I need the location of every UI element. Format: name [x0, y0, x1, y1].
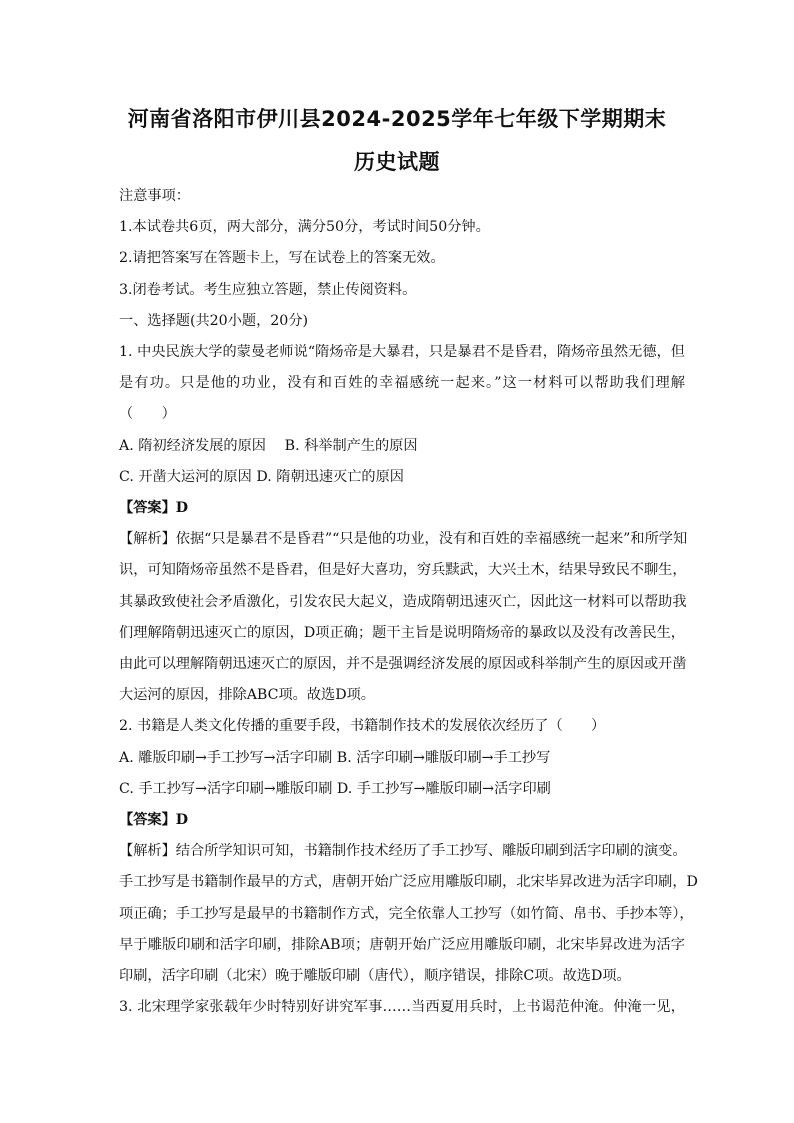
- question-1-analysis-line: 【解析】依据“只是暴君不是昏君”“只是他的功业，没有和百姓的幸福感统一起来”和所学知: [119, 531, 688, 547]
- question-2-analysis-line: 项正确；手工抄写是最早的书籍制作方式，完全依靠人工抄写（如竹简、帛书、手抄本等），: [119, 906, 694, 922]
- exam-subtitle: 历史试题: [354, 150, 440, 174]
- exam-title: 河南省洛阳市伊川县2024-2025学年七年级下学期期末: [127, 107, 667, 131]
- question-1-stem-line: 1. 中央民族大学的蒙曼老师说“隋炀帝是大暴君，只是暴君不是昏君，隋炀帝虽然无德，但: [119, 344, 685, 360]
- question-1-options: C. 开凿大运河的原因 D. 隋朝迅速灭亡的原因: [119, 469, 404, 485]
- note-item-1: 1.本试卷共6页，两大部分，满分50分，考试时间50分钟。: [119, 219, 490, 235]
- question-2-options: A. 雕版印刷→手工抄写→活字印刷 B. 活字印刷→雕版印刷→手工抄写: [119, 750, 551, 766]
- question-2-options: C. 手工抄写→活字印刷→雕版印刷 D. 手工抄写→雕版印刷→活字印刷: [119, 781, 551, 797]
- question-2-analysis-line: 手工抄写是书籍制作最早的方式，唐朝开始广泛应用雕版印刷，北宋毕昇改进为活字印刷，D: [119, 874, 698, 890]
- question-1-blank: （ ）: [119, 406, 176, 422]
- notes-heading: 注意事项：: [119, 188, 190, 204]
- question-1-analysis-line: 由此可以理解隋朝迅速灭亡的原因，并不是强调经济发展的原因或科举制产生的原因或开凿: [119, 656, 687, 672]
- question-2-analysis-line: 早于雕版印刷和活字印刷，排除AB项；唐朝开始广泛应用雕版印刷，北宋毕昇改进为活字: [119, 937, 685, 953]
- question-1-analysis-line: 识，可知隋炀帝虽然不是昏君，但是好大喜功，穷兵黩武，大兴土木，结果导致民不聊生，: [119, 562, 687, 578]
- section-heading: 一、选择题(共20小题，20分): [119, 313, 309, 329]
- question-1-analysis-line: 大运河的原因，排除ABC项。故选D项。: [119, 687, 375, 703]
- question-1-analysis-line: 们理解隋朝迅速灭亡的原因，D项正确；题干主旨是说明隋炀帝的暴政以及没有改善民生，: [119, 625, 685, 641]
- question-2-stem: 2. 书籍是人类文化传播的重要手段，书籍制作技术的发展依次经历了（ ）: [119, 718, 606, 734]
- note-item-2: 2.请把答案写在答题卡上，写在试卷上的答案无效。: [119, 250, 445, 266]
- question-1-stem-line: 是有功。只是他的功业，没有和百姓的幸福感统一起来。”这一材料可以帮助我们理解: [119, 375, 685, 391]
- note-item-3: 3.闭卷考试。考生应独立答题，禁止传阅资料。: [119, 282, 417, 298]
- question-1-answer: 【答案】D: [119, 500, 189, 516]
- question-3-stem: 3. 北宋理学家张载年少时特别好讲究军事……当西夏用兵时，上书谒范仲淹。仲淹一见，: [119, 999, 685, 1015]
- question-2-analysis-line: 【解析】结合所学知识可知，书籍制作技术经历了手工抄写、雕版印刷到活字印刷的演变。: [119, 843, 687, 859]
- question-1-analysis-line: 其暴政致使社会矛盾激化，引发农民大起义，造成隋朝迅速灭亡，因此这一材料可以帮助我: [119, 594, 687, 610]
- question-2-analysis-line: 印刷，活字印刷（北宋）晚于雕版印刷（唐代），顺序错误，排除C项。故选D项。: [119, 968, 631, 984]
- question-2-answer: 【答案】D: [119, 812, 189, 828]
- question-1-options: A. 隋初经济发展的原因 B. 科举制产生的原因: [119, 438, 418, 454]
